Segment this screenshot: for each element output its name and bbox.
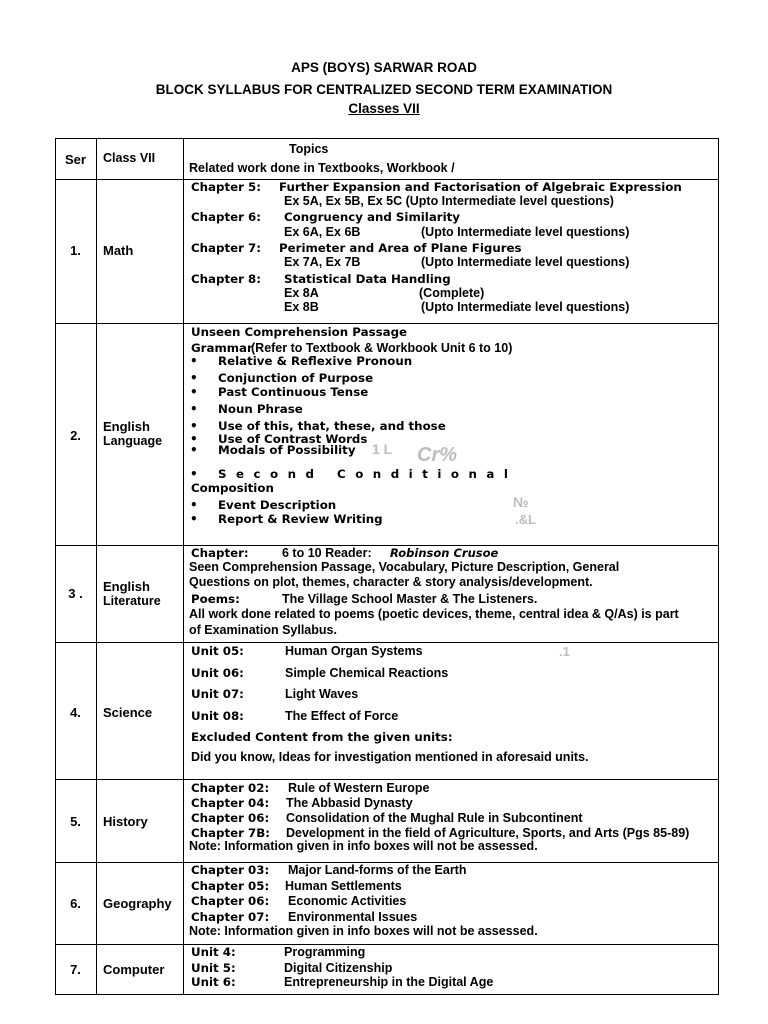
ser-history: 5. <box>70 814 81 829</box>
math-ch7-note: (Upto Intermediate level questions) <box>421 255 630 269</box>
grammar-item: • Use of Contrast Words <box>218 432 367 446</box>
row-divider <box>56 545 718 546</box>
subject-geography: Geography <box>103 896 172 911</box>
geography-chapter-label: Chapter 03: <box>191 863 270 877</box>
lit-line: Seen Comprehension Passage, Vocabulary, Picture Description, General <box>189 560 620 574</box>
geography-chapter-title: Environmental Issues <box>288 910 418 924</box>
science-excluded-label: Excluded Content from the given units: <box>191 730 453 744</box>
history-chapter-label: Chapter 04: <box>191 796 270 810</box>
syllabus-table <box>55 138 719 995</box>
column-divider <box>96 139 97 994</box>
math-ch8-note1: (Complete) <box>419 286 485 300</box>
computer-unit-title: Programming <box>284 945 366 959</box>
header-topics-sub: Related work done in Textbooks, Workbook / <box>189 161 455 175</box>
row-divider <box>56 642 718 643</box>
math-ch7-title: Perimeter and Area of Plane Figures <box>279 241 522 255</box>
subject-science: Science <box>103 705 153 720</box>
math-ch8-note2: (Upto Intermediate level questions) <box>421 300 630 314</box>
ser-math: 1. <box>70 243 81 258</box>
grammar-item: • Use of this, that, these, and those <box>218 419 446 433</box>
math-ch7-label: Chapter 7: <box>191 241 261 255</box>
math-ch6-label: Chapter 6: <box>191 210 261 224</box>
scan-artifact: .&L <box>515 512 536 527</box>
computer-unit-label: Unit 4: <box>191 945 236 959</box>
lit-chapter-range: 6 to 10 Reader: <box>282 546 372 560</box>
header-topics: Topics <box>289 142 329 156</box>
scan-artifact: Cr% <box>417 444 458 466</box>
history-chapter-label: Chapter 06: <box>191 811 270 825</box>
science-unit-title: Simple Chemical Reactions <box>285 666 449 680</box>
subject-line-1: English <box>103 579 150 594</box>
history-chapter-title: Rule of Western Europe <box>288 781 430 795</box>
grammar-item: • Second Conditional <box>218 467 517 481</box>
geography-chapter-label: Chapter 06: <box>191 894 270 908</box>
grammar-item: • Modals of Possibility <box>218 443 356 457</box>
composition-item: • Event Description <box>218 498 336 512</box>
geography-chapter-title: Human Settlements <box>285 879 402 893</box>
lit-poems-label: Poems: <box>191 592 240 606</box>
composition-label: Composition <box>191 481 274 495</box>
math-ch7-ex: Ex 7A, Ex 7B <box>284 255 361 269</box>
science-unit-label: Unit 05: <box>191 644 244 658</box>
subject-line-2: Literature <box>103 594 161 608</box>
history-chapter-title: Development in the field of Agriculture, Sports, and Arts (Pgs 85-89) <box>286 826 690 840</box>
row-divider <box>56 944 718 945</box>
subject-english-literature <box>103 579 161 609</box>
history-chapter-label: Chapter 02: <box>191 781 270 795</box>
computer-unit-title: Digital Citizenship <box>284 961 393 975</box>
history-chapter-title: Consolidation of the Mughal Rule in Subcontinent <box>286 811 583 825</box>
subject-history: History <box>103 814 148 829</box>
lit-chapter-label: Chapter: <box>191 546 249 560</box>
math-ch5-title: Further Expansion and Factorisation of Algebraic Expression <box>279 180 682 194</box>
math-ch5-label: Chapter 5: <box>191 180 261 194</box>
document-title: BLOCK SYLLABUS FOR CENTRALIZED SECOND TERM EXAMINATION <box>155 82 613 97</box>
math-ch5-ex: Ex 5A, Ex 5B, Ex 5C (Upto Intermediate level questions) <box>284 194 614 208</box>
header-ser: Ser <box>65 152 86 167</box>
history-chapter-label: Chapter 7B: <box>191 826 270 840</box>
row-divider <box>56 779 718 780</box>
row-divider <box>56 323 718 324</box>
history-chapter-title: The Abbasid Dynasty <box>286 796 413 810</box>
subject-english-language <box>103 419 162 449</box>
class-heading: Classes VII <box>348 101 420 116</box>
science-excluded-text: Did you know, Ideas for investigation mentioned in aforesaid units. <box>191 750 589 764</box>
geography-chapter-title: Major Land-forms of the Earth <box>288 863 467 877</box>
computer-unit-label: Unit 5: <box>191 961 236 975</box>
scan-artifact: № <box>513 494 529 510</box>
grammar-item: • Noun Phrase <box>218 402 303 416</box>
grammar-label: Grammar <box>191 341 253 355</box>
school-name: APS (BOYS) SARWAR ROAD <box>291 60 477 75</box>
math-ch8-ex2: Ex 8B <box>284 300 319 314</box>
subject-math: Math <box>103 243 134 258</box>
science-unit-label: Unit 08: <box>191 709 244 723</box>
science-unit-title: Light Waves <box>285 687 359 701</box>
math-ch8-label: Chapter 8: <box>191 272 261 286</box>
geography-note: Note: Information given in info boxes will not be assessed. <box>189 924 538 938</box>
unseen-passage: Unseen Comprehension Passage <box>191 325 408 339</box>
science-unit-title: The Effect of Force <box>285 709 399 723</box>
ser-english-language: 2. <box>70 428 81 443</box>
science-unit-label: Unit 07: <box>191 687 244 701</box>
ser-science: 4. <box>70 705 81 720</box>
math-ch6-note: (Upto Intermediate level questions) <box>421 225 630 239</box>
column-divider <box>183 139 184 994</box>
lit-line: Questions on plot, themes, character & story analysis/development. <box>189 575 593 589</box>
scan-artifact: .1 <box>559 644 570 659</box>
subject-computer: Computer <box>103 962 165 977</box>
ser-geography: 6. <box>70 896 81 911</box>
composition-item: • Report & Review Writing <box>218 512 383 526</box>
grammar-item: • Past Continuous Tense <box>218 385 368 399</box>
math-ch6-ex: Ex 6A, Ex 6B <box>284 225 361 239</box>
grammar-item: • Relative & Reflexive Pronoun <box>218 354 412 368</box>
math-ch8-title: Statistical Data Handling <box>284 272 451 286</box>
ser-english-literature: 3 . <box>68 586 83 601</box>
math-ch8-ex1: Ex 8A <box>284 286 319 300</box>
lit-poems-text: The Village School Master & The Listeners. <box>282 592 538 606</box>
geography-chapter-title: Economic Activities <box>288 894 407 908</box>
ser-computer: 7. <box>70 962 81 977</box>
science-unit-label: Unit 06: <box>191 666 244 680</box>
grammar-item: • Conjunction of Purpose <box>218 371 373 385</box>
geography-chapter-label: Chapter 05: <box>191 879 270 893</box>
science-unit-title: Human Organ Systems <box>285 644 423 658</box>
math-ch6-title: Congruency and Similarity <box>284 210 460 224</box>
lit-reader-title: Robinson Crusoe <box>390 546 499 560</box>
subject-line-1: English <box>103 419 150 434</box>
computer-unit-label: Unit 6: <box>191 975 236 989</box>
lit-line: All work done related to poems (poetic devices, theme, central idea & Q/As) is part <box>189 607 679 621</box>
subject-line-2: Language <box>103 434 163 448</box>
geography-chapter-label: Chapter 07: <box>191 910 270 924</box>
header-class: Class VII <box>103 151 156 165</box>
lit-line: of Examination Syllabus. <box>189 623 337 637</box>
scan-artifact: 1 L <box>372 441 393 457</box>
history-note: Note: Information given in info boxes will not be assessed. <box>189 839 538 853</box>
grammar-text: (Refer to Textbook & Workbook Unit 6 to 10) <box>251 341 513 355</box>
computer-unit-title: Entrepreneurship in the Digital Age <box>284 975 494 989</box>
